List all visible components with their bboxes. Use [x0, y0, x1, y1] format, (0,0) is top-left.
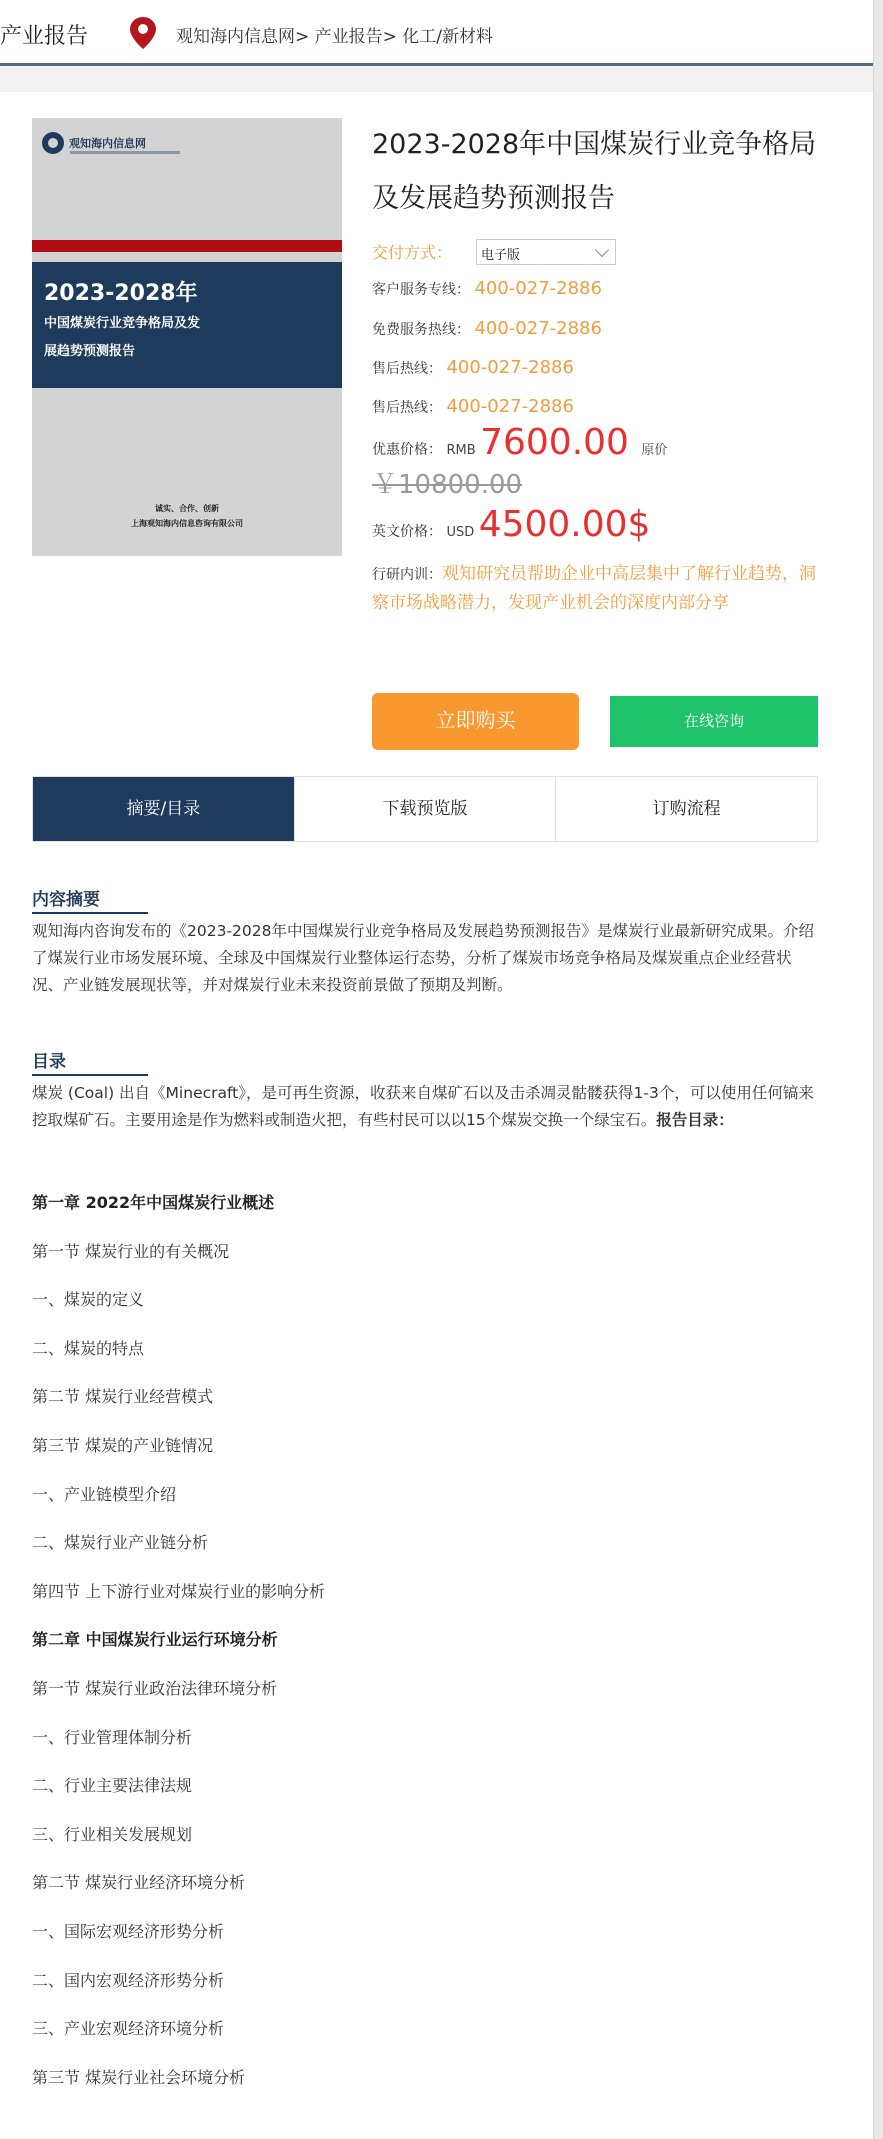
report-cover	[32, 118, 342, 556]
after-sales-phone-2[interactable]: 400-027-2886	[446, 396, 574, 417]
after-sales-row-1	[372, 357, 574, 378]
cover-year: 2023-2028年	[44, 281, 198, 306]
original-price-label: 原价	[641, 443, 668, 458]
free-phone[interactable]: 400-027-2886	[474, 318, 602, 339]
tab-download-preview[interactable]: 下载预览版	[295, 777, 557, 841]
free-row	[372, 318, 602, 339]
catalog-item: 一、国际宏观经济形势分析	[32, 1922, 225, 1941]
catalog-item: 第三节 煤炭的产业链情况	[32, 1436, 214, 1455]
en-price: 4500.00$	[478, 504, 651, 545]
catalog-item: 二、煤炭行业产业链分析	[32, 1533, 209, 1553]
catalog-underline	[32, 1074, 148, 1076]
page-header	[0, 0, 875, 66]
delivery-select[interactable]	[476, 239, 616, 265]
catalog-item: 二、国内宏观经济形势分析	[32, 1970, 225, 1990]
catalog-intro-text: 煤炭 (Coal) 出自《Minecraft》，是可再生资源，收获来自煤矿石以及击杀凋灵骷髅获得1-3个，可以使用任何镐来挖取煤矿石。主要用途是作为燃料或制造火把，有些村民可以以15个煤炭交换一个绿宝石。	[32, 1084, 814, 1129]
catalog-item: 三、产业宏观经济环境分析	[32, 2019, 225, 2039]
catalog-intro	[32, 1080, 818, 1134]
location-pin-icon	[128, 16, 158, 50]
after-sales-label-1: 售后热线：	[372, 361, 442, 377]
discount-label: 优惠价格：	[372, 442, 442, 458]
tab-summary[interactable]: 摘要/目录	[33, 777, 295, 841]
catalog-item: 第二节 煤炭行业经济环境分析	[32, 1873, 246, 1893]
online-consult-button[interactable]: 在线咨询	[610, 696, 818, 747]
original-price: ￥10800.00	[372, 470, 523, 500]
usd-label: USD	[446, 525, 475, 540]
catalog-item: 二、煤炭的特点	[32, 1338, 145, 1358]
catalog-item: 第一节 煤炭行业的有关概况	[32, 1241, 230, 1261]
training-text: 观知研究员帮助企业中高层集中了解行业趋势，洞察市场战略潜力，发现产业机会的深度内部分享	[372, 564, 816, 613]
summary-text: 观知海内咨询发布的《2023-2028年中国煤炭行业竞争格局及发展趋势预测报告》是煤炭行业最新研究成果。介绍了煤炭行业市场发展环境、全球及中国煤炭行业整体运行态势，分析了煤炭市场竞争格局及煤炭重点企业经营状况、产业链发展现状等，并对煤炭行业未来投资前景做了预期及判断。	[32, 922, 814, 994]
cover-logo-text: 观知海内信息网	[69, 137, 146, 150]
catalog-item: 一、行业管理体制分析	[32, 1727, 193, 1747]
breadcrumb[interactable]: 观知海内信息网> 产业报告> 化工/新材料	[176, 27, 494, 47]
training-label: 行研内训：	[372, 567, 442, 583]
cover-title-band	[32, 262, 342, 388]
catalog-item: 第四节 上下游行业对煤炭行业的影响分析	[32, 1581, 326, 1601]
logo-icon	[42, 132, 64, 154]
after-sales-label-2: 售后热线：	[372, 400, 442, 416]
delivery-value: 电子版	[481, 248, 521, 263]
report-title: 2023-2028年中国煤炭行业竞争格局及发展趋势预测报告	[372, 129, 817, 214]
training-intro	[372, 560, 822, 617]
discount-row	[372, 422, 667, 463]
page-category[interactable]: 产业报告	[0, 24, 89, 49]
content-tabs	[32, 776, 818, 842]
catalog-heading: 目录	[32, 1052, 66, 1072]
cover-title-line2: 展趋势预测报告	[44, 344, 136, 359]
delivery-label: 交付方式：	[372, 243, 453, 262]
page-scrollbar[interactable]	[873, 0, 883, 2139]
en-price-label: 英文价格：	[372, 524, 442, 540]
after-sales-row-2	[372, 396, 574, 417]
discount-price: 7600.00	[480, 422, 629, 463]
catalog-item: 第二节 煤炭行业经营模式	[32, 1387, 214, 1407]
catalog-item: 第一节 煤炭行业政治法律环境分析	[32, 1679, 278, 1698]
after-sales-phone-1[interactable]: 400-027-2886	[446, 357, 574, 378]
report-card	[0, 92, 873, 2139]
cover-red-stripe	[32, 240, 342, 252]
catalog-item: 二、行业主要法律法规	[32, 1776, 193, 1796]
chevron-down-icon	[595, 243, 609, 257]
delivery-row	[372, 240, 452, 263]
tab-order-process[interactable]: 订购流程	[556, 777, 817, 841]
en-price-row	[372, 504, 650, 545]
rmb-label: RMB	[446, 443, 476, 458]
catalog-intro-bold: 报告目录：	[656, 1111, 734, 1129]
cover-logo-underline	[70, 151, 180, 154]
catalog-item: 一、产业链模型介绍	[32, 1484, 177, 1504]
catalog-item: 一、煤炭的定义	[32, 1290, 145, 1310]
cover-title-line1: 中国煤炭行业竞争格局及发	[44, 316, 201, 331]
catalog-item: 第二章 中国煤炭行业运行环境分析	[32, 1630, 278, 1650]
cover-company: 上海观知海内信息咨询有限公司	[131, 519, 243, 528]
service-label: 客户服务专线：	[372, 282, 470, 298]
free-label: 免费服务热线：	[372, 322, 470, 338]
service-phone[interactable]: 400-027-2886	[474, 278, 602, 299]
cover-motto: 诚实、合作、创新	[155, 504, 219, 513]
summary-underline	[32, 912, 148, 914]
service-row	[372, 278, 602, 299]
buy-now-button[interactable]: 立即购买	[372, 693, 579, 750]
catalog-item: 第一章 2022年中国煤炭行业概述	[32, 1193, 275, 1212]
catalog-item: 三、行业相关发展规划	[32, 1824, 193, 1844]
summary-heading: 内容摘要	[32, 890, 100, 910]
catalog-item: 第三节 煤炭行业社会环境分析	[32, 2067, 246, 2087]
